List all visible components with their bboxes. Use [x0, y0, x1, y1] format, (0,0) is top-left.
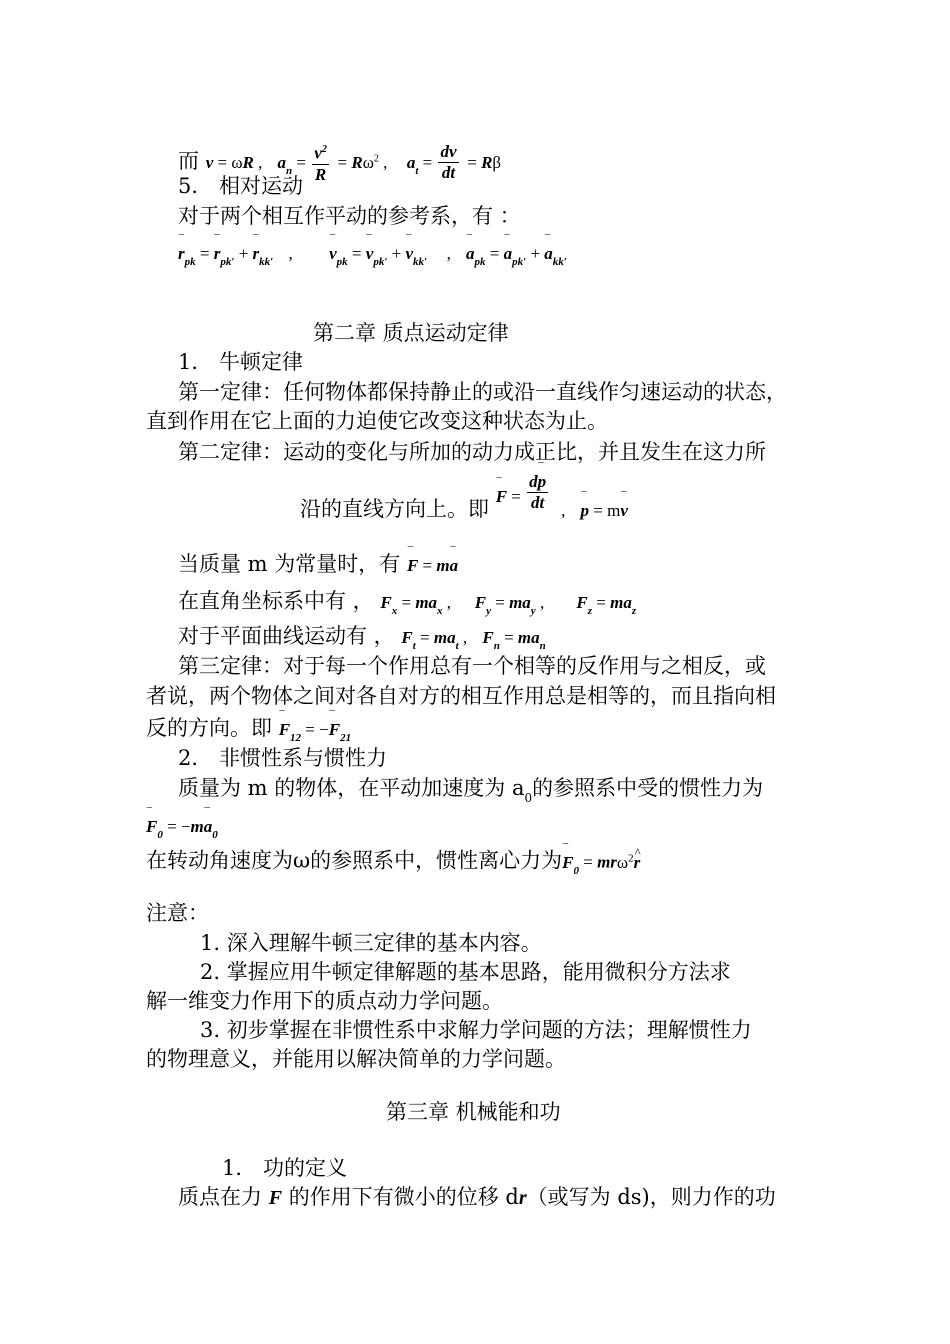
chapter-3-title: 第三章 机械能和功	[386, 1100, 561, 1124]
note-2-line-2: 解一维变力作用下的质点动力学问题。	[146, 989, 503, 1013]
second-law-line-2: 沿的直线方向上。即 ‾ F = $\frac{d‾ p}{dt}$ $_,$ ‾ p $_{= m}$‾ v	[300, 472, 628, 513]
third-law-line-3: 反的方向。即 ‾ $F_{12}$ = −‾ $F_{21}$	[146, 713, 351, 747]
inertial-force-formula: ‾ $F_0$ = −m‾ $a_0$	[146, 810, 218, 844]
section-noninertial: 2． 非惯性系与惯性力	[178, 746, 388, 770]
note-3-line-1: 3. 初步掌握在非惯性系中求解力学问题的方法；理解惯性力	[200, 1018, 752, 1042]
notes-heading: 注意：	[146, 901, 209, 925]
section-newton-laws: 1． 牛顿定律	[178, 350, 304, 374]
chapter-2-title: 第二章 质点运动定律	[313, 321, 509, 345]
third-law-line-2: 者说，两个物体之间对各自对方的相互作用总是相等的，而且指向相	[146, 684, 776, 708]
section-work-definition: 1． 功的定义	[222, 1156, 348, 1180]
note-3-line-2: 的物理意义，并能用以解决简单的力学问题。	[146, 1047, 566, 1071]
inertial-force-line: 质量为 m 的物体，在平动加速度为 $a_0$的参照系中受的惯性力为	[178, 776, 764, 805]
kinematics-relations: 而 v = ωR , $a_n$ = $\frac{v^2}{R}$ = $R\omega^2$ , $a_t$ = $\frac{dv}{dt}$ = Rβ	[178, 141, 502, 184]
section-relative-motion: 5． 相对运动	[178, 174, 304, 198]
first-law-line-1: 第一定律：任何物体都保持静止的或沿一直线作匀速运动的状态，	[178, 380, 787, 404]
relative-motion-formulas: ‾ $r_{pk}$ = ‾ $r_{pk'}$ + ‾ $r_{kk'}$ , ‾ $v_{pk}$ = ‾ $v_{pk'}$ + ‾ $v_{kk'}$ , ‾ $a_{pk}$ = ‾ $a_{pk'}$ + ‾ $a_{kk'}$	[178, 237, 567, 271]
work-definition-line: 质点在力 F 的作用下有微小的位移 dr（或写为 ds)，则力作的功	[178, 1185, 776, 1209]
relative-motion-intro: 对于两个相互作平动的参考系，有 ：	[178, 204, 521, 228]
note-2-line-1: 2. 掌握应用牛顿定律解题的基本思路，能用微积分方法求	[200, 960, 731, 984]
planar-components: 对于平面曲线运动有 ， $F_t = ma_t$ , $F_n = ma_n$	[178, 624, 546, 652]
mass-constant-line: 当质量 m 为常量时，有 ‾ F = m‾ a	[178, 549, 458, 581]
centrifugal-force-line: 在转动角速度为ω的参照系中，惯性离心力为‾ $F_0$ = mrω$^2$^ r	[146, 843, 640, 880]
first-law-line-2: 直到作用在它上面的力迫使它改变这种状态为止。	[146, 409, 608, 433]
second-law-line-1: 第二定律：运动的变化与所加的动力成正比，并且发生在这力所	[178, 440, 766, 464]
note-1: 1. 深入理解牛顿三定律的基本内容。	[200, 931, 542, 955]
third-law-line-1: 第三定律：对于每一个作用总有一个相等的反作用与之相反，或	[178, 654, 766, 678]
cartesian-components: 在直角坐标系中有 ， $F_x = ma_x$ , $F_y = ma_y$ , $F_z = ma_z$	[178, 589, 637, 617]
